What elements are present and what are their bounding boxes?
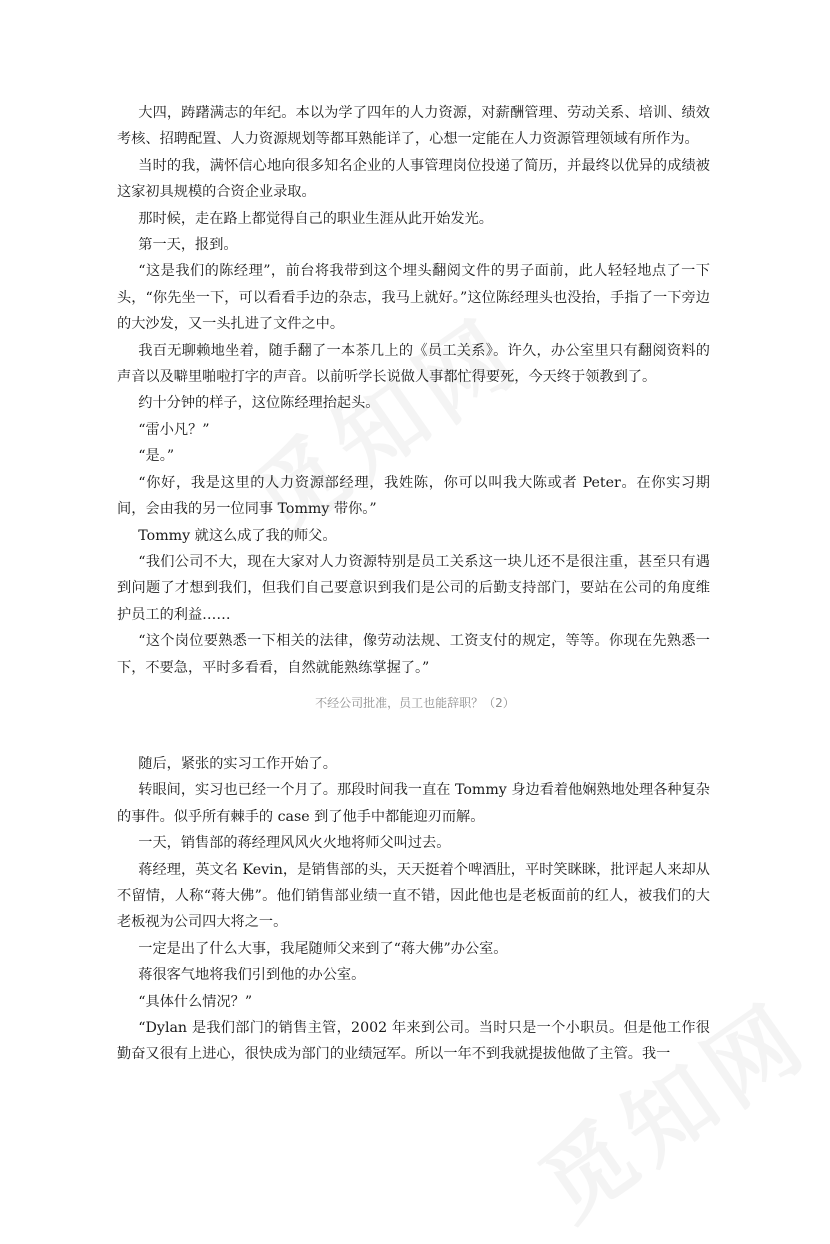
paragraph: “是。” (138, 448, 175, 465)
paragraph: 第一天，报到。 (138, 237, 238, 254)
paragraph: “雷小凡？” (138, 421, 210, 438)
paragraph: 那时候，走在路上都觉得自己的职业生涯从此开始发光。 (138, 210, 493, 227)
paragraph: 蒋经理，英文名 Kevin，是销售部的头，天天挺着个啤酒肚，平时笑眯眯，批评起人来却从不留情，人称“蒋大佛”。他们销售部业绩一直不错，因此他也是老板面前的红人，被我们的大老板视为公司四大将之一。 (117, 861, 710, 931)
paragraph: 约十分钟的样子，这位陈经理抬起头。 (138, 395, 380, 412)
paragraph: 大四，踌躇满志的年纪。本以为学了四年的人力资源，对薪酬管理、劳动关系、培训、绩效考核、招聘配置、人力资源规划等都耳熟能详了，心想一定能在人力资源管理领域有所作为。 (117, 105, 710, 148)
paragraph: “具体什么情况？” (138, 993, 253, 1010)
section-subtitle: 不经公司批准，员工也能辞职？（2） (315, 696, 515, 710)
paragraph: 我百无聊赖地坐着，随手翻了一本茶几上的《员工关系》。许久，办公室里只有翻阅资料的声音以及噼里啪啦打字的声音。以前听学长说做人事都忙得要死，今天终于领教到了。 (117, 342, 710, 386)
paragraph: 蒋很客气地将我们引到他的办公室。 (138, 967, 366, 984)
paragraph: “这是我们的陈经理”，前台将我带到这个埋头翻阅文件的男子面前，此人轻轻地点了一下头，“你先坐一下，可以看看手边的杂志，我马上就好。”这位陈经理头也没抬，手指了一下旁边的大沙发，又一头扎进了文件之中。 (117, 263, 710, 333)
paragraph: Tommy 就这么成了我的师父。 (138, 527, 337, 544)
paragraph: 转眼间，实习也已经一个月了。那段时间我一直在 Tommy 身边看着他娴熟地处理各种复杂的事件。似乎所有棘手的 case 到了他手中都能迎刃而解。 (117, 782, 710, 825)
body-section-1 (117, 100, 710, 681)
paragraph: “我们公司不大，现在大家对人力资源特别是员工关系这一块儿还不是很注重，甚至只有遇到问题了才想到我们，但我们自己要意识到我们是公司的后勤支持部门，要站在公司的角度维护员工的利益…… (117, 553, 710, 623)
paragraph: 随后，紧张的实习工作开始了。 (138, 756, 337, 772)
paragraph: 当时的我，满怀信心地向很多知名企业的人事管理岗位投递了简历，并最终以优异的成绩被这家初具规模的合资企业录取。 (117, 157, 710, 201)
paragraph: “你好，我是这里的人力资源部经理，我姓陈，你可以叫我大陈或者 Peter。在你实习期间，会由我的另一位同事 Tommy 带你。” (117, 474, 710, 518)
paragraph: “Dylan 是我们部门的销售主管，2002 年来到公司。当时只是一个小职员。但是他工作很勤奋又很有上进心，很快成为部门的业绩冠军。所以一年不到我就提拔他做了主管。我一 (117, 1020, 710, 1063)
body-section-2 (117, 751, 710, 1068)
paragraph: 一定是出了什么大事，我尾随师父来到了“蒋大佛”办公室。 (138, 940, 508, 957)
paragraph: “这个岗位要熟悉一下相关的法律，像劳动法规、工资支付的规定，等等。你现在先熟悉一下，不要急，平时多看看，自然就能熟练掌握了。” (117, 633, 710, 676)
paragraph: 一天，销售部的蒋经理风风火火地将师父叫过去。 (138, 835, 451, 852)
